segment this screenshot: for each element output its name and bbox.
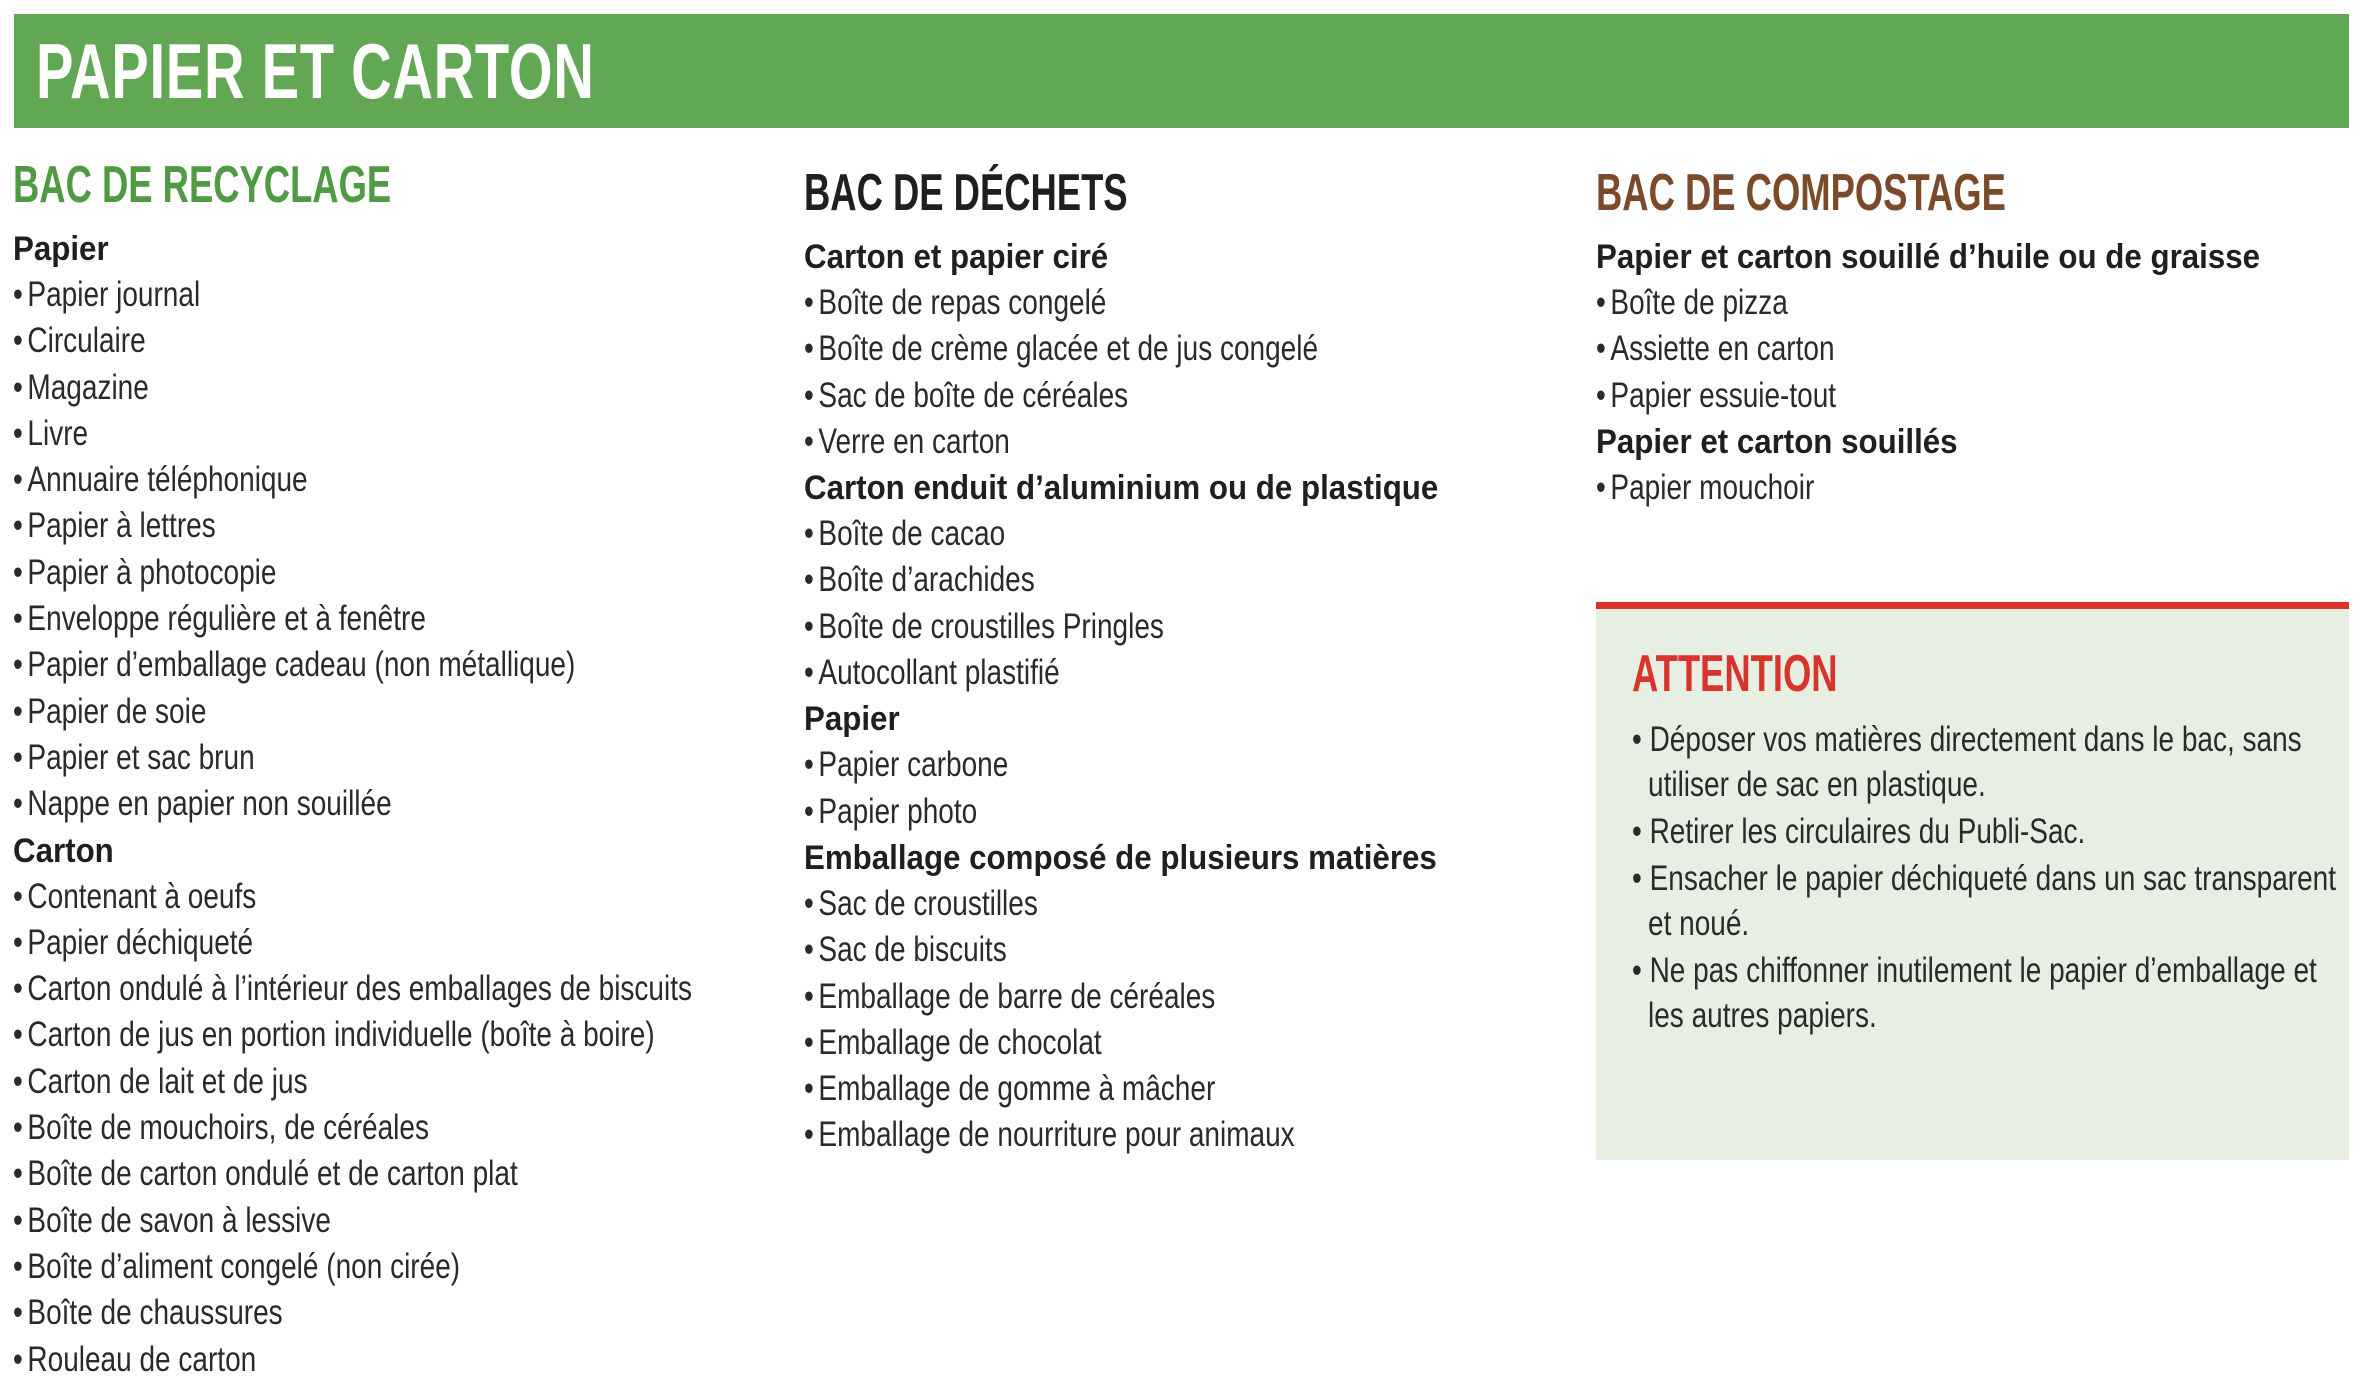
item-label: Contenant à oeufs xyxy=(27,876,257,916)
item-label: Sac de croustilles xyxy=(818,883,1038,923)
bullet-icon: • xyxy=(1596,283,1606,322)
list-item xyxy=(13,318,773,364)
list-item-text xyxy=(13,920,253,966)
bullet-icon: • xyxy=(804,421,814,461)
list-item-text xyxy=(13,318,146,364)
list-item-text xyxy=(13,966,692,1012)
list-item xyxy=(13,781,773,827)
list-item-text xyxy=(13,1290,283,1336)
list-item xyxy=(13,365,773,411)
list-item-text xyxy=(13,596,426,642)
title-banner xyxy=(14,14,2349,128)
item-label: Papier journal xyxy=(27,275,201,314)
bullet-icon: • xyxy=(1632,812,1650,851)
item-label: Boîte de pizza xyxy=(1610,283,1788,322)
list-item xyxy=(13,1012,773,1058)
waste-column xyxy=(804,158,1564,1159)
item-label: Boîte de crème glacée et de jus congelé xyxy=(818,329,1319,369)
item-label: Boîte de savon à lessive xyxy=(27,1200,331,1240)
item-label: Circulaire xyxy=(27,321,146,361)
attention-item-text: Ne pas chiffonner inutilement le papier d’emballage et les autres papiers. xyxy=(1648,951,2317,1035)
item-label: Boîte de repas congelé xyxy=(818,283,1107,322)
category-title-text: Papier et carton souillés xyxy=(1596,422,1958,461)
list-item-text xyxy=(13,689,206,735)
item-label: Rouleau de carton xyxy=(27,1339,257,1379)
list-item xyxy=(804,604,1564,650)
list-item-text xyxy=(13,457,308,503)
item-label: Sac de boîte de céréales xyxy=(818,375,1129,415)
list-item xyxy=(804,1112,1564,1158)
page-title: PAPIER ET CARTON xyxy=(36,27,595,115)
list-item xyxy=(13,1244,773,1290)
list-item xyxy=(804,789,1564,835)
bullet-icon: • xyxy=(13,1200,23,1240)
bullet-icon: • xyxy=(13,321,23,361)
item-label: Autocollant plastifié xyxy=(818,653,1060,693)
bullet-icon: • xyxy=(804,930,814,970)
bullet-icon: • xyxy=(804,745,814,785)
bullet-icon: • xyxy=(13,969,23,1009)
bullet-icon: • xyxy=(13,922,23,962)
recycling-groups xyxy=(13,226,773,1383)
list-item-text xyxy=(804,373,1128,419)
item-list xyxy=(804,511,1564,696)
bullet-icon: • xyxy=(13,275,23,314)
list-item xyxy=(13,1105,773,1151)
list-item xyxy=(13,1059,773,1105)
category-title xyxy=(1596,234,2336,280)
bullet-icon: • xyxy=(13,413,23,453)
attention-panel xyxy=(1596,602,2349,1160)
bullet-icon: • xyxy=(13,552,23,592)
category-title xyxy=(804,234,1564,280)
list-item-text xyxy=(804,650,1060,696)
list-item xyxy=(804,511,1564,557)
item-list xyxy=(804,280,1564,465)
list-item-text xyxy=(804,881,1038,927)
list-item-text xyxy=(804,1112,1295,1158)
item-label: Sac de biscuits xyxy=(818,930,1007,970)
item-label: Boîte de carton ondulé et de carton plat xyxy=(27,1154,518,1194)
list-item-text xyxy=(1596,326,1835,372)
bullet-icon: • xyxy=(804,1115,814,1155)
item-label: Magazine xyxy=(27,367,149,407)
bullet-icon: • xyxy=(13,784,23,824)
list-item xyxy=(804,557,1564,603)
list-item xyxy=(804,373,1564,419)
bullet-icon: • xyxy=(13,599,23,639)
waste-groups xyxy=(804,234,1564,1159)
list-item-text xyxy=(804,974,1215,1020)
bullet-icon: • xyxy=(13,691,23,731)
bullet-icon: • xyxy=(13,1339,23,1379)
list-item xyxy=(13,272,773,318)
bullet-icon: • xyxy=(13,876,23,916)
item-list xyxy=(804,881,1564,1159)
category-title-text: Carton xyxy=(13,831,114,870)
bullet-icon: • xyxy=(13,1246,23,1286)
category-title-text: Emballage composé de plusieurs matières xyxy=(804,838,1437,877)
bullet-icon: • xyxy=(13,460,23,500)
category-title-text: Papier et carton souillé d’huile ou de graisse xyxy=(1596,238,2261,276)
bullet-icon: • xyxy=(13,1015,23,1055)
category-title-text: Papier xyxy=(804,700,900,739)
list-item-text xyxy=(13,272,200,318)
item-label: Emballage de chocolat xyxy=(818,1022,1102,1062)
category-title xyxy=(13,226,773,272)
bullet-icon: • xyxy=(13,367,23,407)
list-item-text xyxy=(1596,465,1814,511)
list-item xyxy=(13,920,773,966)
list-item xyxy=(804,650,1564,696)
item-label: Boîte d’aliment congelé (non cirée) xyxy=(27,1246,461,1286)
bullet-icon: • xyxy=(13,506,23,546)
list-item xyxy=(804,419,1564,465)
list-item xyxy=(804,881,1564,927)
bullet-icon: • xyxy=(804,1022,814,1062)
item-list xyxy=(1596,465,2336,511)
category-title xyxy=(804,696,1564,742)
item-label: Assiette en carton xyxy=(1610,329,1835,369)
list-item xyxy=(13,457,773,503)
list-item-text xyxy=(13,1198,331,1244)
list-item-text xyxy=(13,642,575,688)
item-label: Papier de soie xyxy=(27,691,207,731)
category-title xyxy=(804,465,1564,511)
category-title xyxy=(13,828,773,874)
list-item xyxy=(804,280,1564,326)
category-title-text: Papier xyxy=(13,230,109,268)
category-title-text: Carton enduit d’aluminium ou de plastique xyxy=(804,469,1439,508)
item-label: Emballage de barre de céréales xyxy=(818,976,1216,1016)
item-list xyxy=(13,272,773,828)
bullet-icon: • xyxy=(804,283,814,322)
list-item-text xyxy=(804,742,1008,788)
list-item xyxy=(13,689,773,735)
item-list xyxy=(13,874,773,1383)
compost-column xyxy=(1596,158,2336,511)
list-item-text xyxy=(804,326,1318,372)
attention-item xyxy=(1632,717,2352,807)
category-title-text: Carton et papier ciré xyxy=(804,238,1109,276)
item-label: Annuaire téléphonique xyxy=(27,460,308,500)
list-item-text xyxy=(804,280,1106,326)
bullet-icon: • xyxy=(1596,329,1606,369)
list-item xyxy=(1596,280,2336,326)
attention-item-text: Déposer vos matières directement dans le bac, sans utiliser de sac en plastique. xyxy=(1648,720,2302,804)
list-item xyxy=(13,596,773,642)
bullet-icon: • xyxy=(13,645,23,685)
list-item-text xyxy=(1596,280,1788,326)
list-item-text xyxy=(13,550,276,596)
item-label: Emballage de nourriture pour animaux xyxy=(818,1115,1295,1155)
item-label: Nappe en papier non souillée xyxy=(27,784,392,824)
list-item xyxy=(804,1020,1564,1066)
list-item-text xyxy=(13,1151,518,1197)
item-label: Emballage de gomme à mâcher xyxy=(818,1069,1216,1109)
bullet-icon: • xyxy=(804,883,814,923)
list-item-text xyxy=(13,503,216,549)
list-item-text xyxy=(13,1337,256,1383)
item-label: Boîte de croustilles Pringles xyxy=(818,606,1164,646)
bullet-icon: • xyxy=(13,1293,23,1333)
list-item-text xyxy=(13,365,149,411)
item-label: Papier et sac brun xyxy=(27,737,255,777)
list-item-text xyxy=(1596,373,1836,419)
list-item xyxy=(1596,373,2336,419)
item-label: Papier mouchoir xyxy=(1610,467,1815,507)
list-item-text xyxy=(804,789,977,835)
list-item-text xyxy=(13,735,255,781)
compost-heading: BAC DE COMPOSTAGE xyxy=(1596,164,2006,222)
item-label: Papier déchiqueté xyxy=(27,922,254,962)
bullet-icon: • xyxy=(1632,720,1650,759)
list-item xyxy=(1596,326,2336,372)
list-item xyxy=(13,550,773,596)
attention-item xyxy=(1632,809,2352,854)
item-label: Carton ondulé à l’intérieur des emballages de biscuits xyxy=(27,969,693,1009)
list-item xyxy=(804,326,1564,372)
item-list xyxy=(804,742,1564,835)
list-item-text xyxy=(13,1059,308,1105)
item-label: Boîte d’arachides xyxy=(818,560,1035,600)
list-item-text xyxy=(804,557,1035,603)
item-label: Enveloppe régulière et à fenêtre xyxy=(27,599,426,639)
list-item xyxy=(13,1290,773,1336)
bullet-icon: • xyxy=(13,737,23,777)
item-label: Papier d’emballage cadeau (non métallique) xyxy=(27,645,576,685)
list-item xyxy=(13,1151,773,1197)
item-label: Boîte de mouchoirs, de céréales xyxy=(27,1108,429,1148)
list-item-text xyxy=(13,411,88,457)
attention-item xyxy=(1632,948,2352,1038)
list-item-text xyxy=(804,1020,1102,1066)
category-title xyxy=(1596,419,2336,465)
bullet-icon: • xyxy=(804,653,814,693)
list-item xyxy=(13,411,773,457)
category-title xyxy=(804,835,1564,881)
list-item-text xyxy=(804,511,1005,557)
list-item xyxy=(13,642,773,688)
list-item xyxy=(13,1337,773,1383)
list-item-text xyxy=(13,1105,429,1151)
bullet-icon: • xyxy=(13,1061,23,1101)
list-item xyxy=(804,927,1564,973)
bullet-icon: • xyxy=(13,1154,23,1194)
item-label: Carton de jus en portion individuelle (boîte à boire) xyxy=(27,1015,655,1055)
item-label: Papier photo xyxy=(818,791,978,831)
list-item-text xyxy=(804,1066,1215,1112)
list-item-text xyxy=(804,419,1010,465)
list-item xyxy=(804,974,1564,1020)
item-list xyxy=(1596,280,2336,419)
bullet-icon: • xyxy=(804,976,814,1016)
attention-list xyxy=(1632,717,2349,1038)
attention-item-text: Retirer les circulaires du Publi-Sac. xyxy=(1649,812,2086,851)
item-label: Papier essuie-tout xyxy=(1610,375,1837,415)
bullet-icon: • xyxy=(13,1108,23,1148)
waste-heading: BAC DE DÉCHETS xyxy=(804,164,1128,222)
item-label: Verre en carton xyxy=(818,421,1010,461)
list-item xyxy=(13,503,773,549)
bullet-icon: • xyxy=(804,606,814,646)
list-item-text xyxy=(13,874,256,920)
bullet-icon: • xyxy=(804,329,814,369)
list-item-text xyxy=(13,781,392,827)
bullet-icon: • xyxy=(804,1069,814,1109)
item-label: Boîte de chaussures xyxy=(27,1293,283,1333)
list-item-text xyxy=(13,1012,655,1058)
attention-item xyxy=(1632,856,2352,946)
bullet-icon: • xyxy=(804,560,814,600)
list-item xyxy=(13,735,773,781)
list-item-text xyxy=(804,927,1007,973)
list-item xyxy=(804,742,1564,788)
bullet-icon: • xyxy=(804,791,814,831)
bullet-icon: • xyxy=(1632,859,1650,898)
item-label: Papier à lettres xyxy=(27,506,216,546)
recycling-heading: BAC DE RECYCLAGE xyxy=(13,156,392,214)
bullet-icon: • xyxy=(804,514,814,554)
attention-item-text: Ensacher le papier déchiqueté dans un sac transparent et noué. xyxy=(1648,859,2337,943)
item-label: Boîte de cacao xyxy=(818,514,1006,554)
list-item xyxy=(13,966,773,1012)
attention-heading: ATTENTION xyxy=(1632,645,1838,703)
item-label: Papier carbone xyxy=(818,745,1009,785)
item-label: Papier à photocopie xyxy=(27,552,277,592)
list-item xyxy=(1596,465,2336,511)
bullet-icon: • xyxy=(804,375,814,415)
list-item-text xyxy=(13,1244,460,1290)
list-item xyxy=(13,1198,773,1244)
bullet-icon: • xyxy=(1596,467,1606,507)
compost-groups xyxy=(1596,234,2336,511)
list-item xyxy=(13,874,773,920)
list-item-text xyxy=(804,604,1164,650)
item-label: Livre xyxy=(27,413,89,453)
item-label: Carton de lait et de jus xyxy=(27,1061,308,1101)
list-item xyxy=(804,1066,1564,1112)
bullet-icon: • xyxy=(1632,951,1650,990)
recycling-column xyxy=(13,150,773,1383)
bullet-icon: • xyxy=(1596,375,1606,415)
